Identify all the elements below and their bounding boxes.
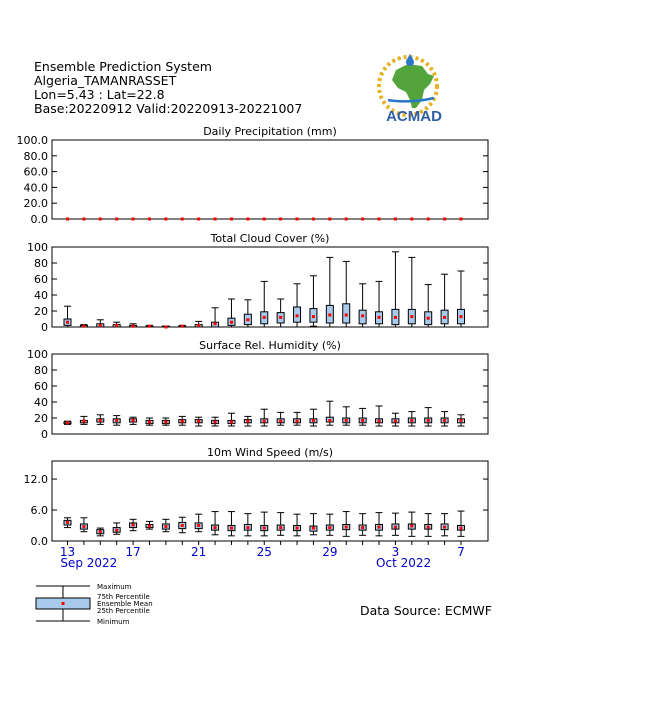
mean-marker (148, 325, 151, 328)
mean-marker (378, 420, 381, 423)
mean-marker (378, 316, 381, 319)
legend-mean-marker (62, 602, 65, 605)
mean-marker (197, 324, 200, 327)
mean-marker (230, 218, 233, 221)
mean-marker (66, 421, 69, 424)
mean-marker (181, 325, 184, 328)
mean-marker (99, 419, 102, 422)
mean-marker (378, 526, 381, 529)
mean-marker (460, 419, 463, 422)
panel-title: Daily Precipitation (mm) (203, 125, 337, 138)
mean-marker (279, 218, 282, 221)
mean-marker (263, 218, 266, 221)
mean-marker (82, 218, 85, 221)
mean-marker (246, 526, 249, 529)
mean-marker (328, 419, 331, 422)
panel-title: Total Cloud Cover (%) (210, 232, 330, 245)
mean-marker (115, 218, 118, 221)
mean-marker (361, 314, 364, 317)
mean-marker (99, 218, 102, 221)
legend-p75-label: 75th Percentile (97, 593, 150, 601)
iqr-box (343, 304, 350, 323)
legend (36, 583, 153, 626)
mean-marker (230, 421, 233, 424)
panel-4 (24, 446, 489, 548)
ytick-label: 80.0 (23, 149, 48, 163)
station-coordinates: Lon=5.43 : Lat=22.8 (34, 87, 165, 102)
mean-marker (82, 325, 85, 328)
mean-marker (312, 419, 315, 422)
mean-marker (115, 324, 118, 327)
mean-marker (443, 526, 446, 529)
mean-marker (164, 218, 167, 221)
xtick-label: 29 (322, 545, 338, 559)
mean-marker (345, 314, 348, 317)
ytick-label: 60.0 (23, 165, 48, 179)
mean-marker (312, 527, 315, 530)
mean-marker (296, 527, 299, 530)
month-label: Oct 2022 (376, 556, 432, 570)
mean-marker (345, 218, 348, 221)
mean-marker (263, 420, 266, 423)
mean-marker (410, 419, 413, 422)
mean-marker (115, 419, 118, 422)
mean-marker (132, 325, 135, 328)
ytick-label: 0.0 (30, 535, 48, 548)
panel-frame (52, 140, 488, 219)
xtick-label: 13 (59, 545, 76, 559)
mean-marker (427, 419, 430, 422)
panel-3 (27, 339, 488, 441)
xtick-label: 3 (391, 545, 400, 559)
mean-marker (263, 316, 266, 319)
mean-marker (115, 529, 118, 532)
ytick-label: 100 (27, 348, 48, 361)
mean-marker (197, 524, 200, 527)
xtick-label: 25 (256, 545, 272, 559)
mean-marker (328, 314, 331, 317)
ytick-label: 80 (34, 257, 48, 270)
panel-2 (27, 232, 488, 334)
mean-marker (443, 218, 446, 221)
mean-marker (132, 524, 135, 527)
ytick-label: 100 (27, 241, 48, 254)
xtick-label: 21 (191, 545, 207, 559)
mean-marker (279, 420, 282, 423)
mean-marker (279, 526, 282, 529)
mean-marker (66, 521, 69, 524)
mean-marker (427, 317, 430, 320)
mean-marker (460, 315, 463, 318)
month-label: Sep 2022 (60, 556, 118, 570)
mean-marker (312, 218, 315, 221)
xtick-label: 7 (457, 545, 465, 559)
mean-marker (148, 218, 151, 221)
mean-marker (296, 420, 299, 423)
mean-marker (214, 526, 217, 529)
ytick-label: 60 (34, 380, 48, 393)
mean-marker (361, 526, 364, 529)
mean-marker (427, 526, 430, 529)
ytick-label: 0 (41, 428, 48, 441)
mean-marker (164, 421, 167, 424)
mean-marker (148, 525, 151, 528)
mean-marker (164, 525, 167, 528)
mean-marker (361, 218, 364, 221)
xtick-label: 17 (125, 545, 141, 559)
panel-title: Surface Rel. Humidity (%) (199, 339, 341, 352)
mean-marker (214, 218, 217, 221)
mean-marker (378, 218, 381, 221)
ytick-label: 40 (34, 396, 48, 409)
mean-marker (99, 530, 102, 533)
ytick-label: 12.0 (23, 473, 48, 487)
mean-marker (230, 321, 233, 324)
panel-1 (17, 125, 489, 226)
mean-marker (82, 420, 85, 423)
mean-marker (394, 526, 397, 529)
mean-marker (181, 218, 184, 221)
mean-marker (246, 218, 249, 221)
mean-marker (410, 315, 413, 318)
mean-marker (279, 316, 282, 319)
mean-marker (410, 218, 413, 221)
mean-marker (361, 419, 364, 422)
ytick-label: 6.0 (30, 504, 48, 518)
mean-marker (246, 420, 249, 423)
mean-marker (132, 218, 135, 221)
mean-marker (460, 218, 463, 221)
legend-mean-label: Ensemble Mean (97, 600, 153, 608)
mean-marker (66, 321, 69, 324)
mean-marker (197, 218, 200, 221)
svg-text:ACMAD: ACMAD (386, 108, 442, 125)
mean-marker (394, 316, 397, 319)
mean-marker (181, 524, 184, 527)
mean-marker (443, 316, 446, 319)
data-source: Data Source: ECMWF (360, 603, 492, 618)
mean-marker (296, 314, 299, 317)
mean-marker (394, 218, 397, 221)
mean-marker (132, 419, 135, 422)
mean-marker (197, 420, 200, 423)
legend-min-label: Minimum (97, 618, 130, 626)
ytick-label: 0.0 (30, 213, 48, 226)
ytick-label: 20 (34, 412, 48, 425)
mean-marker (394, 420, 397, 423)
mean-marker (246, 318, 249, 321)
ytick-label: 40 (34, 289, 48, 302)
ytick-label: 100.0 (16, 134, 48, 147)
mean-marker (214, 421, 217, 424)
ytick-label: 20 (34, 305, 48, 318)
mean-marker (82, 525, 85, 528)
mean-marker (263, 527, 266, 530)
mean-marker (296, 218, 299, 221)
mean-marker (66, 218, 69, 221)
ytick-label: 0 (41, 321, 48, 334)
mean-marker (164, 326, 167, 329)
mean-marker (460, 527, 463, 530)
mean-marker (443, 419, 446, 422)
station-name: Algeria_TAMANRASSET (34, 73, 177, 88)
mean-marker (312, 315, 315, 318)
chart-title: Ensemble Prediction System (34, 59, 212, 74)
mean-marker (214, 322, 217, 325)
legend-max-label: Maximum (97, 583, 132, 591)
forecast-dates: Base:20220912 Valid:20220913-20221007 (34, 101, 303, 116)
panel-frame (52, 247, 488, 327)
mean-marker (328, 218, 331, 221)
mean-marker (345, 419, 348, 422)
ytick-label: 40.0 (23, 181, 48, 195)
ytick-label: 20.0 (23, 197, 48, 211)
mean-marker (181, 420, 184, 423)
mean-marker (328, 526, 331, 529)
mean-marker (230, 527, 233, 530)
mean-marker (148, 421, 151, 424)
ytick-label: 80 (34, 364, 48, 377)
ytick-label: 60 (34, 273, 48, 286)
panel-title: 10m Wind Speed (m/s) (206, 446, 334, 459)
legend-p25-label: 25th Percentile (97, 607, 150, 615)
mean-marker (427, 218, 430, 221)
mean-marker (345, 526, 348, 529)
mean-marker (99, 324, 102, 327)
mean-marker (410, 525, 413, 528)
